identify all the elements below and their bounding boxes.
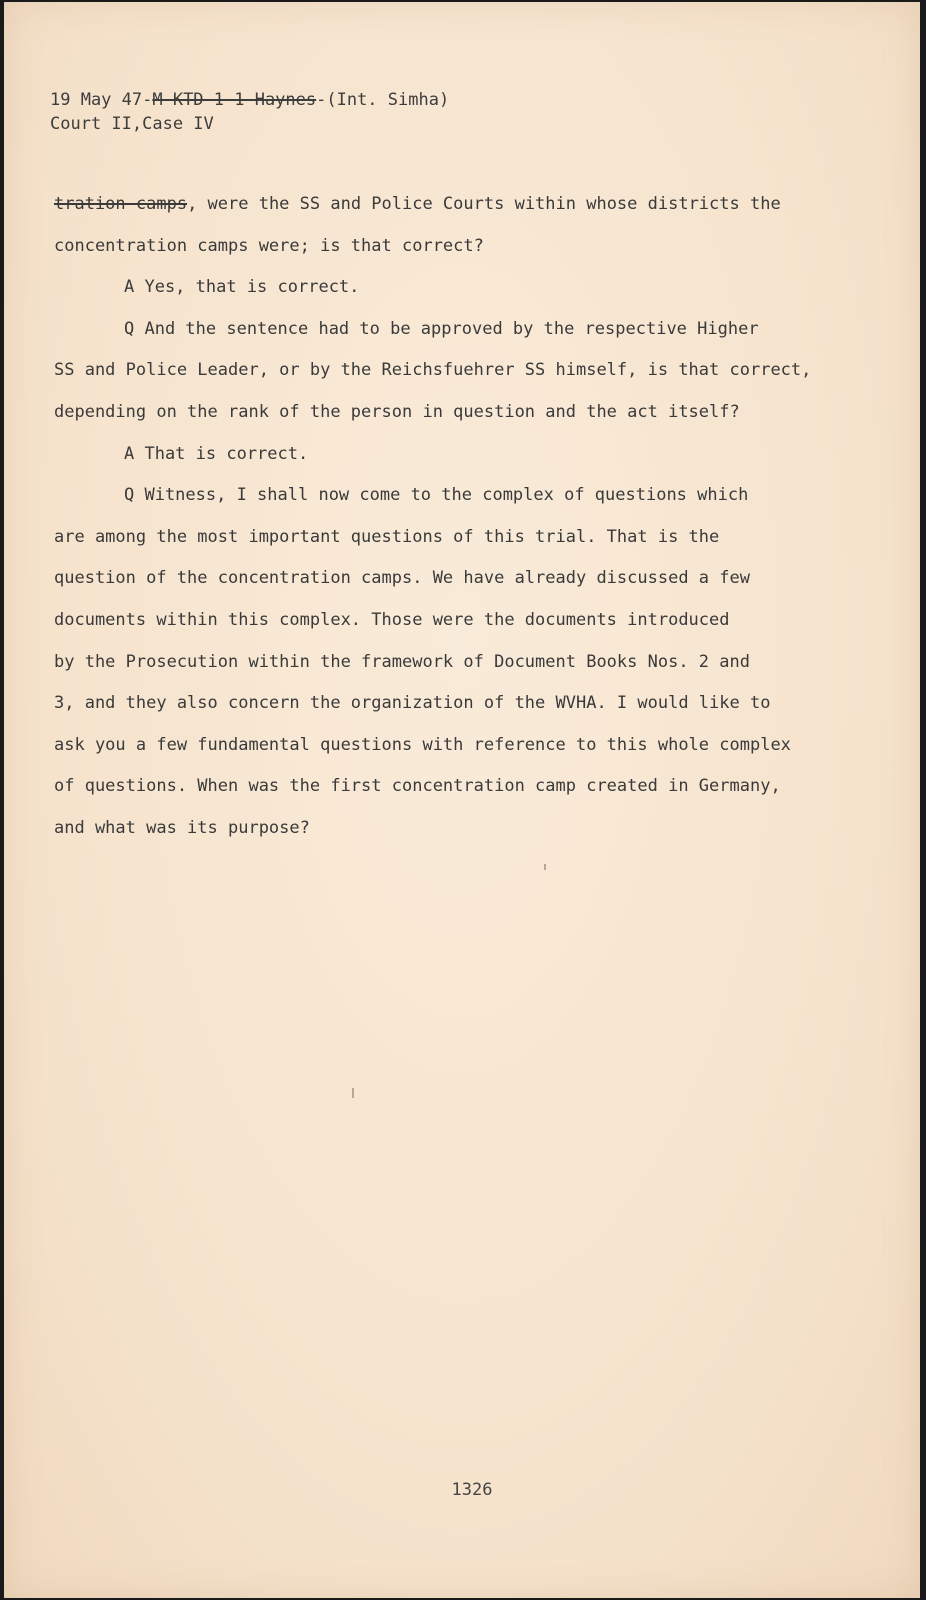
question-line: Q Witness, I shall now come to the complex of questions which — [124, 485, 749, 506]
transcript-line: by the Prosecution within the framework of Document Books Nos. 2 and — [54, 651, 750, 672]
answer-line: A Yes, that is correct. — [124, 277, 360, 298]
transcript-line: of questions. When was the first concentration camp created in Germany, — [54, 776, 781, 797]
date-prefix: 19 May 47- — [50, 90, 153, 110]
date-line — [50, 88, 449, 112]
document-page — [4, 2, 920, 1598]
date-suffix: -(Int. Simha) — [316, 90, 450, 110]
struck-word: tration-camps — [54, 194, 188, 214]
transcript-line: SS and Police Leader, or by the Reichsfuehrer SS himself, is that correct, — [54, 360, 812, 381]
page-number: 1326 — [451, 1480, 493, 1500]
document-header — [50, 88, 449, 136]
transcript-line: and what was its purpose? — [54, 817, 310, 838]
answer-line: A That is correct. — [124, 443, 309, 464]
transcript-line: ask you a few fundamental questions with reference to this whole complex — [54, 734, 791, 755]
transcript-line: 3, and they also concern the organization of the WVHA. I would like to — [54, 693, 771, 714]
transcript-body — [54, 184, 834, 850]
paper-speck — [544, 864, 546, 870]
transcript-line: documents within this complex. Those were the documents introduced — [54, 609, 730, 630]
transcript-line: are among the most important questions of this trial. That is the — [54, 526, 720, 547]
transcript-line: question of the concentration camps. We have already discussed a few — [54, 568, 750, 589]
struck-reference: M-KTD-1-1-Haynes — [152, 90, 317, 110]
paper-speck — [352, 1088, 354, 1098]
question-line: Q And the sentence had to be approved by the respective Higher — [124, 318, 759, 339]
transcript-line: depending on the rank of the person in question and the act itself? — [54, 401, 740, 422]
transcript-line: tration-camps, were the SS and Police Courts within whose districts the — [54, 194, 781, 214]
court-line: Court II,Case IV — [50, 114, 214, 134]
transcript-line: concentration camps were; is that correct? — [54, 235, 484, 256]
